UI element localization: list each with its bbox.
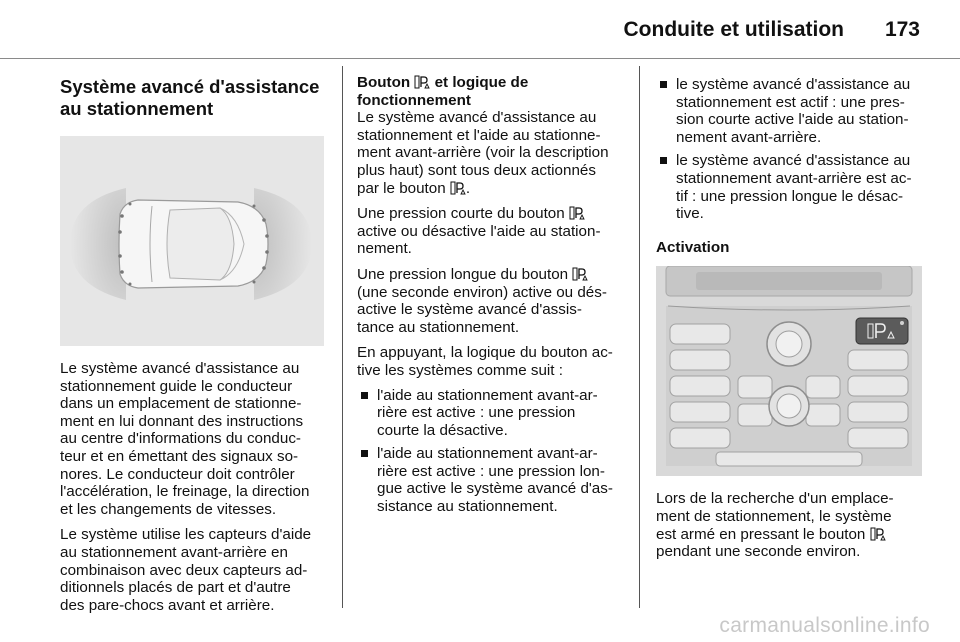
list-item: l'aide au stationnement avant-ar- rière est active : une pression lon- gue active le système avancé d'as- sistance au stationnement. (357, 445, 623, 515)
column-3 (656, 66, 924, 561)
watermark: carmanualsonline.info (719, 614, 930, 637)
column-divider-2 (639, 66, 640, 608)
column-2 (357, 66, 623, 522)
car-sensor-diagram (60, 136, 324, 346)
console-buttons-illustration (656, 266, 922, 476)
list-item: le système avancé d'assistance au stationnement est actif : une pres- sion courte active l'aide au station- nement avant-arrière. (656, 76, 924, 146)
bullet-marker (660, 157, 667, 164)
col2-paragraph-3: Une pression longue du bouton (une seconde environ) active ou dés- active le système avancé d'assis- tance au stationnement. (357, 265, 607, 336)
center-console-photo (656, 266, 922, 476)
col2-paragraph-1: Le système avancé d'assistance au stationnement et l'aide au stationne- ment avant-arrière (voir la description plus haut) sont tous deux actionnés par le bouton . (357, 109, 609, 197)
parking-assist-icon (414, 75, 430, 89)
col3-bullet-list (656, 76, 924, 223)
parking-assist-icon (450, 181, 466, 195)
header-divider (0, 58, 960, 59)
activation-title: Activation (656, 238, 730, 256)
page-header (0, 0, 960, 56)
col3-paragraph: Lors de la recherche d'un emplace- ment de stationnement, le système est armé en pressant le bouton pendant une seconde environ. (656, 490, 894, 561)
button-logic-title: Bouton et logique de fonctionnement (357, 74, 529, 109)
col2-bullet-list (357, 387, 623, 516)
col2-paragraph-2: Une pression courte du bouton active ou désactive l'aide au station- nement. (357, 205, 601, 258)
page-header-title: Conduite et utilisation (623, 18, 844, 41)
section-title-line2: au stationnement (60, 98, 214, 119)
parking-assist-icon (870, 527, 886, 541)
bullet-marker (361, 392, 368, 399)
list-item: l'aide au stationnement avant-ar- rière est active : une pression courte la désactive. (357, 387, 623, 440)
col1-paragraph-2: Le système utilise les capteurs d'aide au stationnement avant-arrière en combinaison avec deux capteurs ad- ditionnels placés de part et d'autre des pare-chocs avant et arrière. (60, 526, 312, 614)
section-title-line1: Système avancé d'assistance (60, 76, 320, 97)
parking-assist-icon (569, 206, 585, 220)
list-item: le système avancé d'assistance au stationnement avant-arrière est ac- tif : une pression longue le désac- tive. (656, 152, 924, 222)
col2-paragraph-4: En appuyant, la logique du bouton ac- tive les systèmes comme suit : (357, 344, 613, 379)
bullet-marker (361, 450, 368, 457)
bullet-marker (660, 81, 667, 88)
section-title (60, 76, 324, 120)
parking-sensors-illustration (60, 136, 324, 346)
col1-paragraph-1: Le système avancé d'assistance au stationnement guide le conducteur dans un emplacement de stationne- ment en lui donnant des instructions au centre d'informations du conduc- teur et en émettant des signaux so- nores. Le conducteur doit contrôler l'accélération, le freinage, la direction et les changements de vitesses. (60, 360, 310, 518)
page-number: 173 (884, 18, 920, 41)
column-divider-1 (342, 66, 343, 608)
parking-assist-icon (572, 267, 588, 281)
column-1 (60, 66, 324, 614)
